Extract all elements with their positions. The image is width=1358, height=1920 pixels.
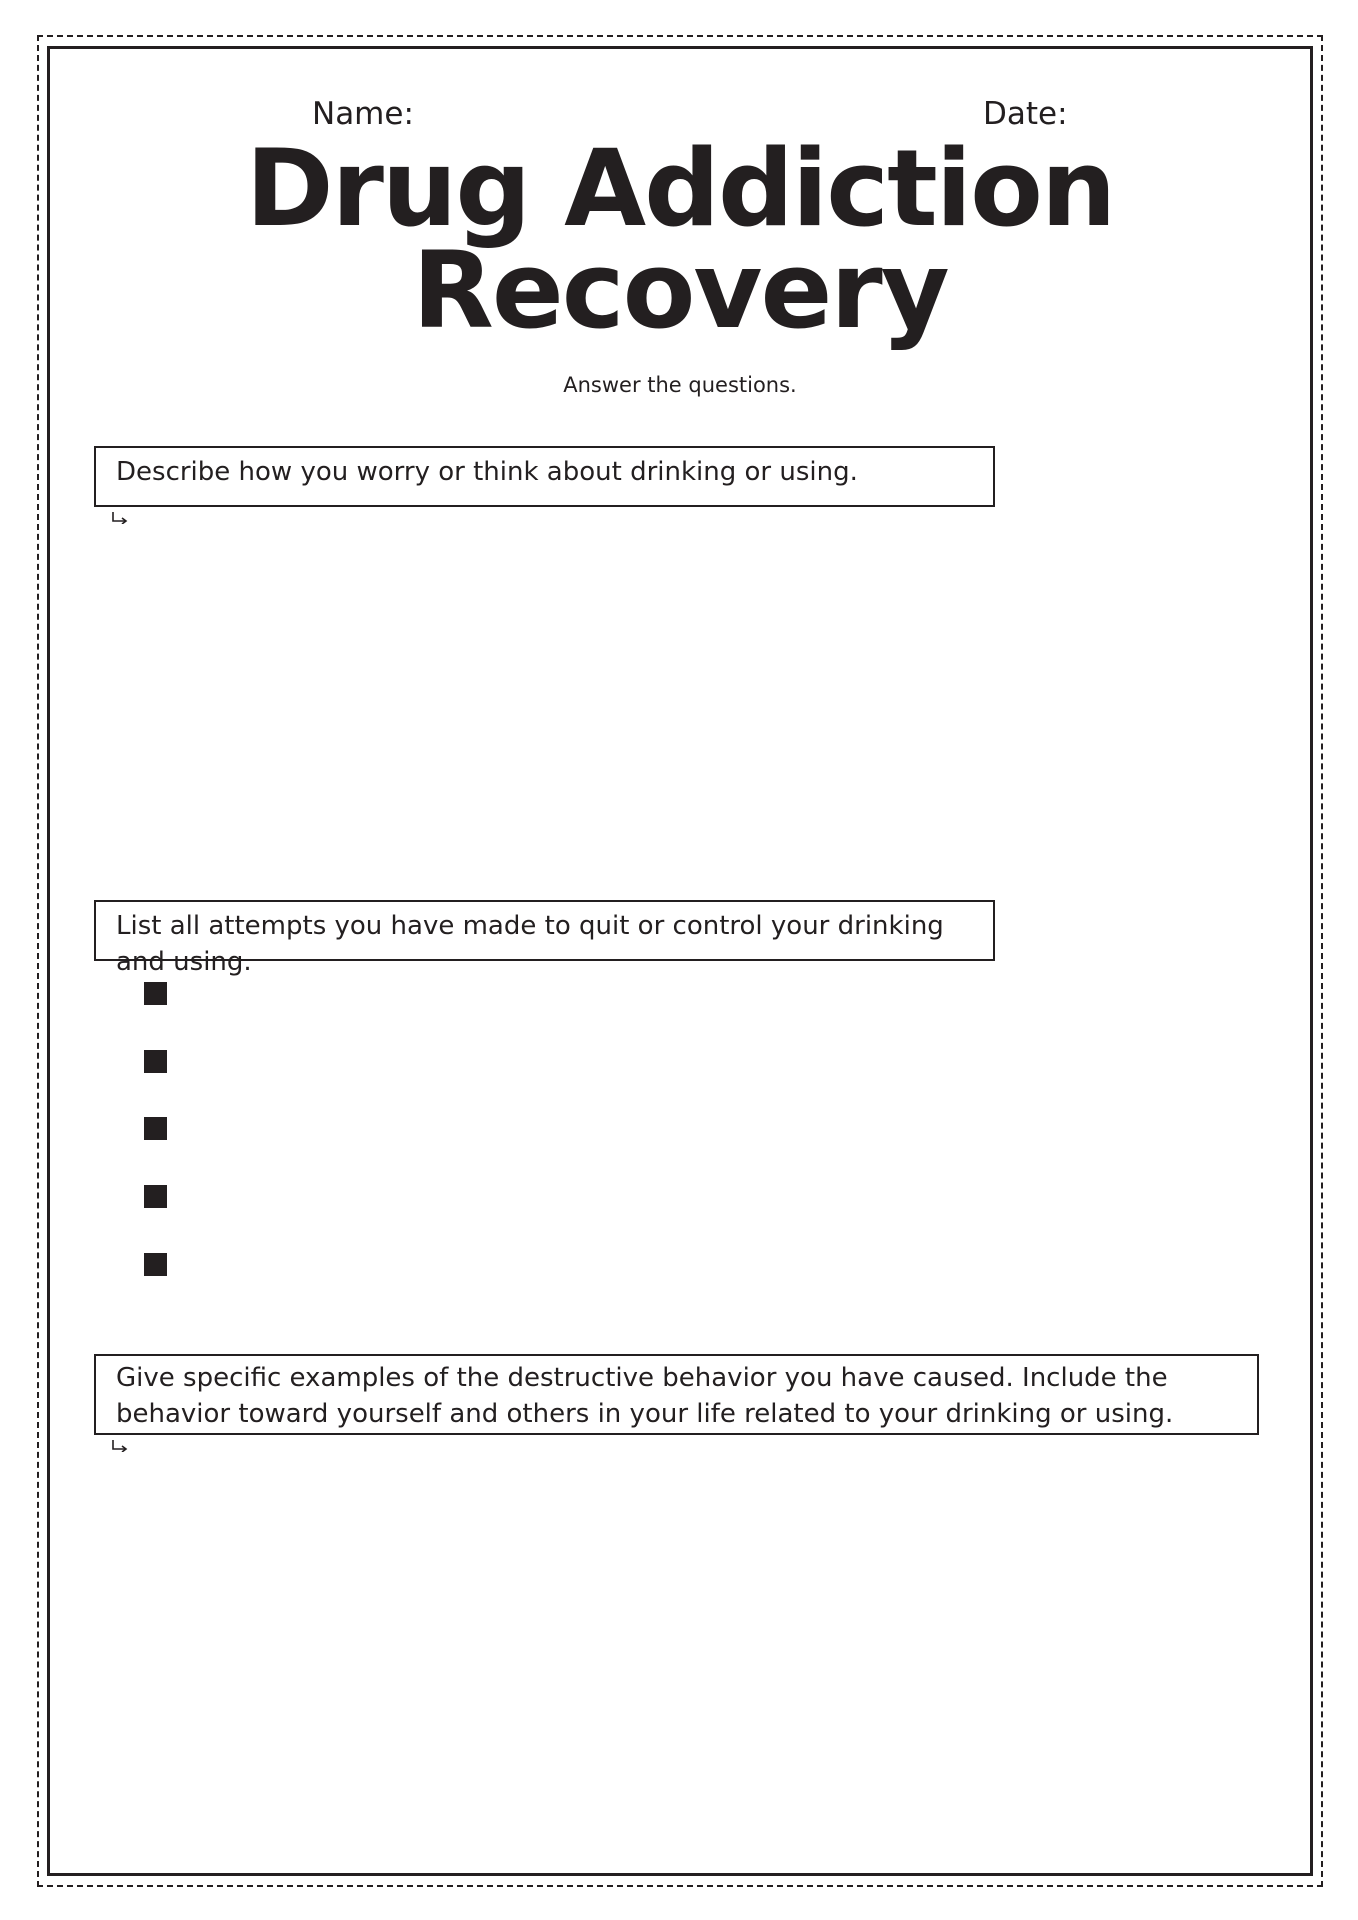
arrow-icon <box>112 1440 128 1452</box>
title-line-2: Recovery <box>412 229 948 352</box>
question-2-text: List all attempts you have made to quit or control your drinking and using. <box>116 911 944 977</box>
square-bullet-icon <box>144 1185 167 1208</box>
question-2-box <box>94 900 995 977</box>
square-bullet-icon <box>144 1253 167 1276</box>
title-line-1: Drug Addiction <box>245 127 1115 250</box>
question-1-text: Describe how you worry or think about drinking or using. <box>116 457 858 487</box>
square-bullet-icon <box>144 982 167 1005</box>
square-bullet-icon <box>144 1117 167 1140</box>
date-label: Date: <box>983 96 1068 132</box>
question-3-text: Give specific examples of the destructive behavior you have caused. Include the behavior toward yourself and others in your life related to your drinking or using. <box>116 1363 1174 1429</box>
arrow-icon <box>112 512 128 524</box>
worksheet-title <box>200 127 1160 352</box>
instructions: Answer the questions. <box>563 373 797 397</box>
square-bullet-icon <box>144 1050 167 1073</box>
question-1-box <box>94 446 995 507</box>
name-label: Name: <box>312 96 414 132</box>
question-3-box <box>94 1354 1259 1435</box>
